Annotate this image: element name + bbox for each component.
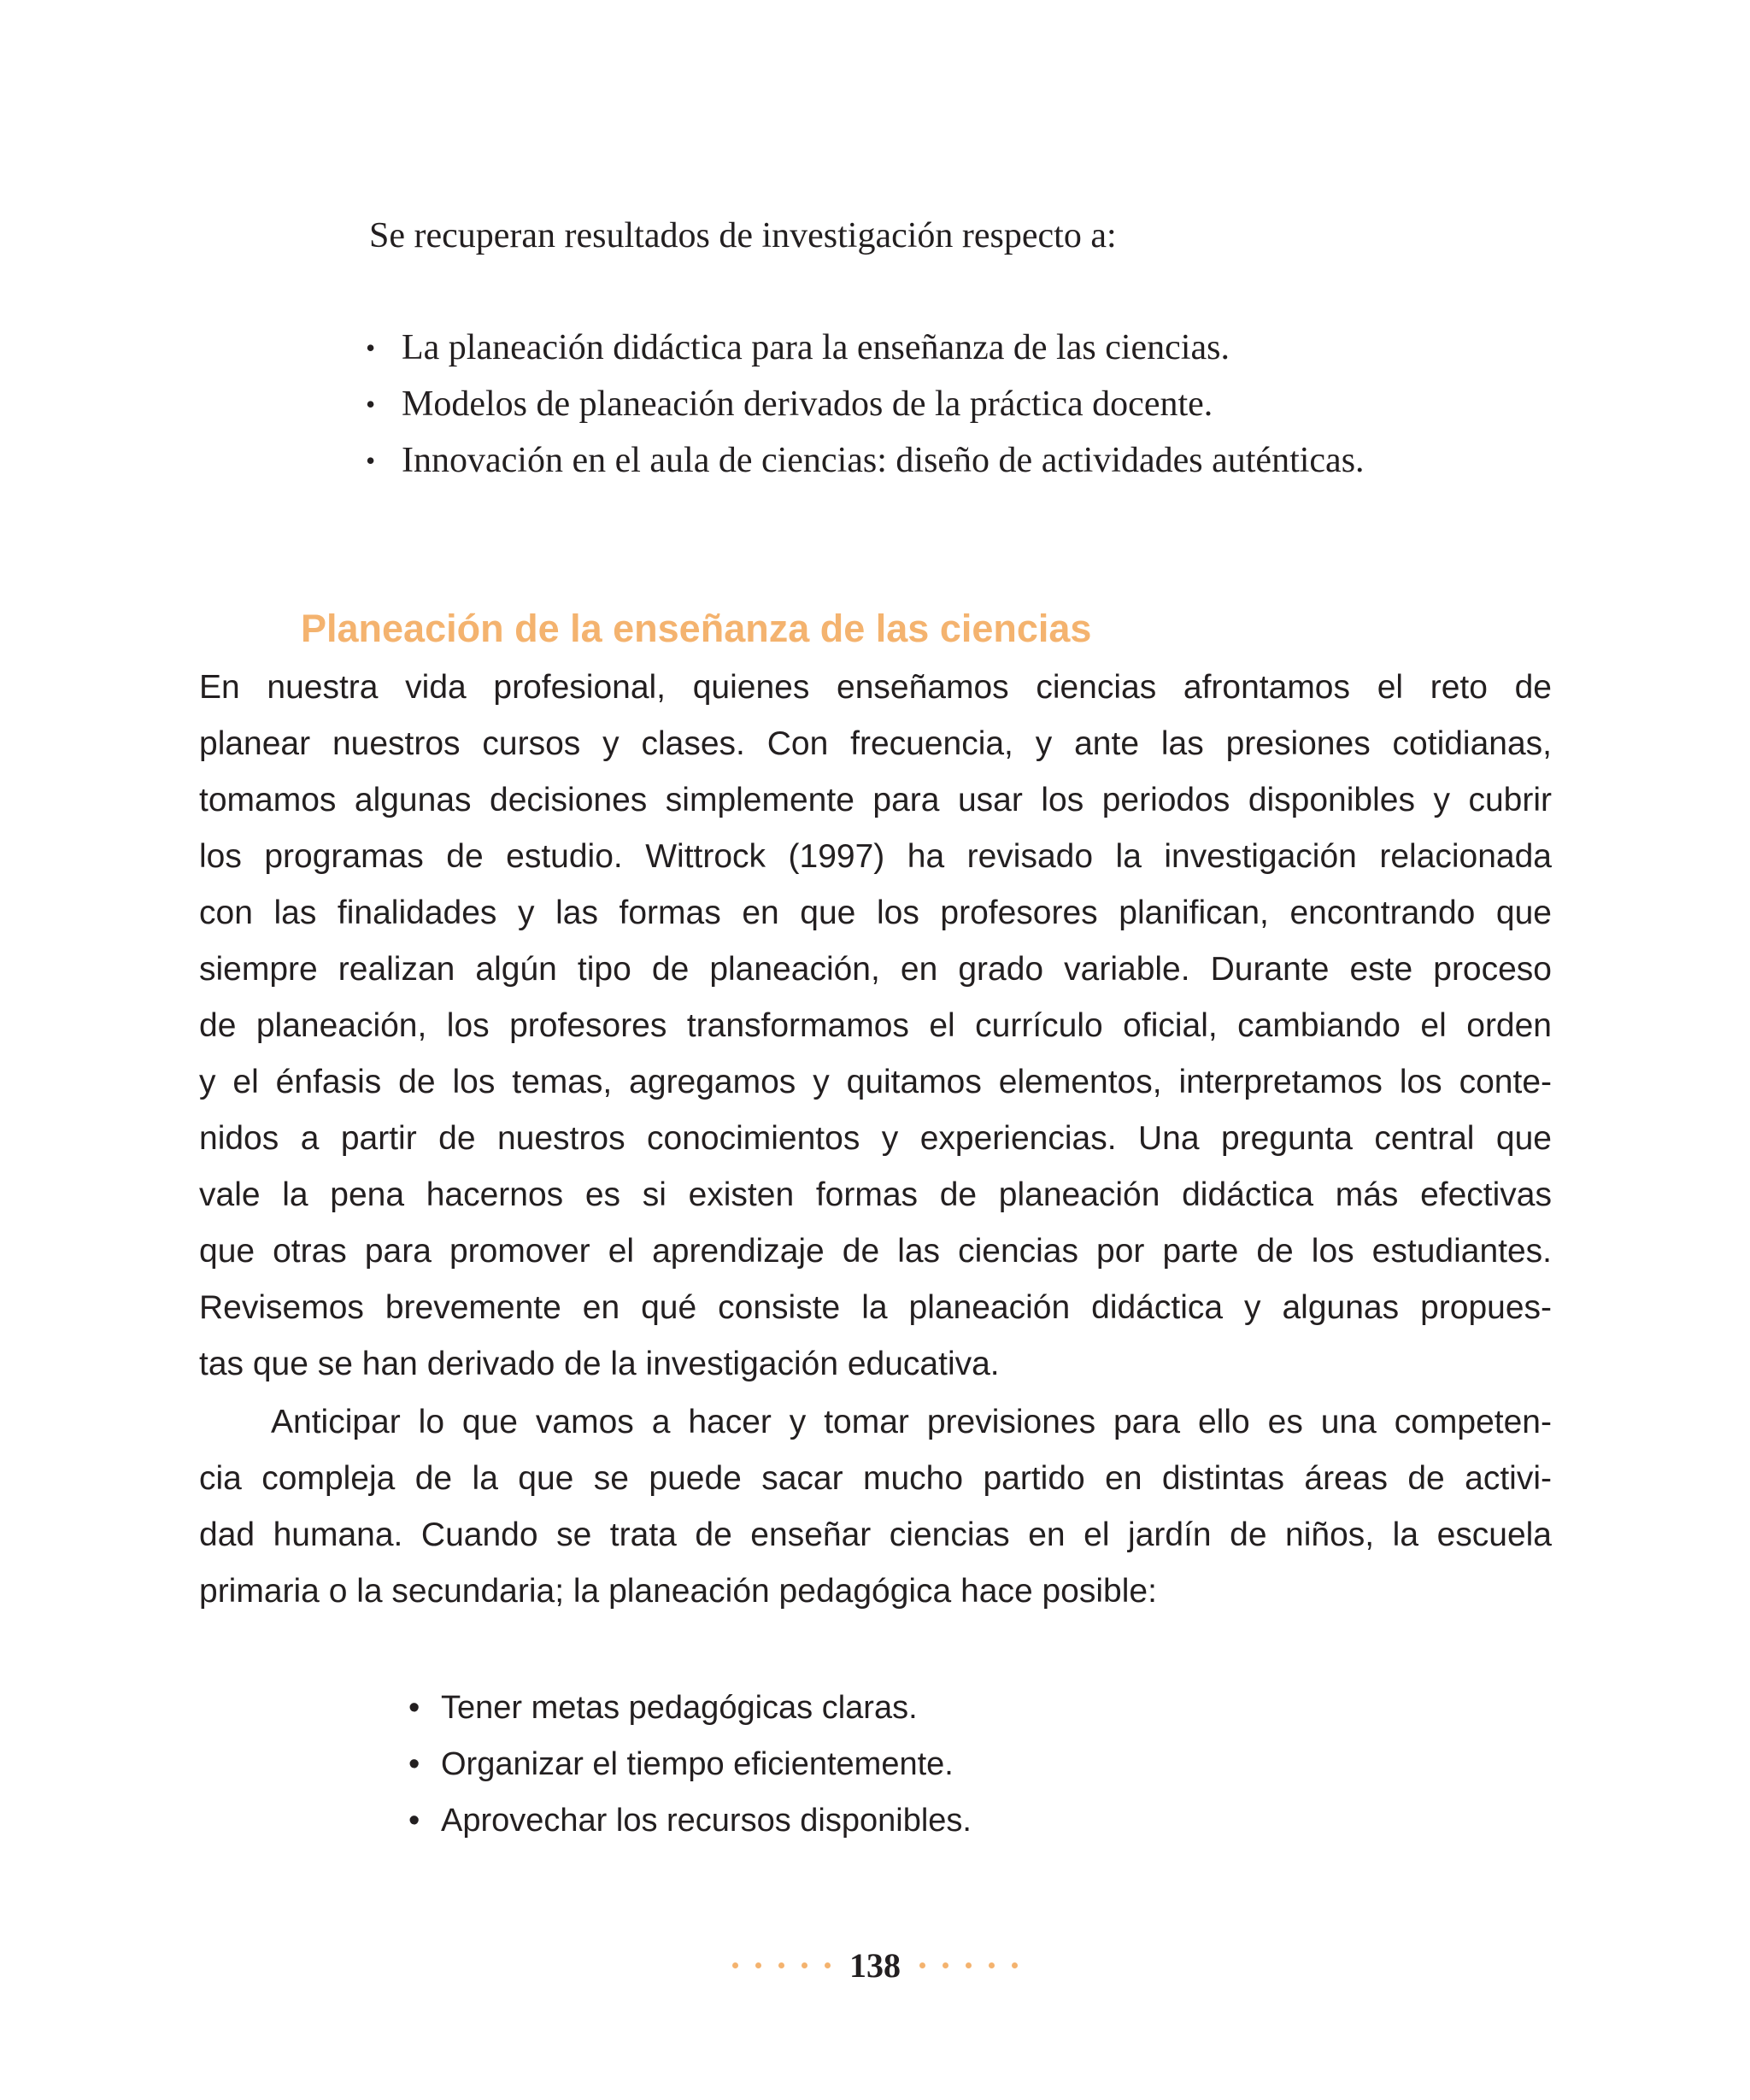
research-topics-list	[357, 320, 1365, 489]
dot-icon	[1012, 1962, 1018, 1968]
page-footer	[0, 1941, 1750, 1989]
paragraph-1	[199, 660, 1552, 1393]
paragraph-2	[199, 1394, 1552, 1620]
text-line: planear nuestros cursos y clases. Con frecuencia, y ante las presiones cotidianas,	[199, 725, 1552, 762]
text-line: En nuestra vida profesional, quienes enseñamos ciencias afrontamos el reto de	[199, 669, 1552, 706]
dot-icon	[943, 1962, 948, 1968]
left-dots-ornament	[732, 1962, 831, 1968]
list-item	[357, 376, 1365, 432]
text-line: vale la pena hacernos es si existen formas de planeación didáctica más efectivas	[199, 1176, 1552, 1213]
dot-icon	[966, 1962, 972, 1968]
text-line: siempre realizan algún tipo de planeación, en grado variable. Durante este proceso	[199, 951, 1552, 988]
text-line: tomamos algunas decisiones simplemente para usar los periodos disponibles y cubrir	[199, 782, 1552, 818]
section-heading: Planeación de la enseñanza de las ciencias	[301, 607, 1092, 650]
text-line: Anticipar lo que vamos a hacer y tomar previsiones para ello es una competen-	[271, 1404, 1552, 1440]
dot-icon	[919, 1962, 925, 1968]
list-item	[408, 1792, 972, 1849]
list-item	[408, 1736, 972, 1792]
right-dots-ornament	[919, 1962, 1018, 1968]
text-line: que otras para promover el aprendizaje de las ciencias por parte de los estudiantes.	[199, 1233, 1552, 1270]
list-item-text: Tener metas pedagógicas claras.	[441, 1690, 918, 1726]
text-line: y el énfasis de los temas, agregamos y quitamos elementos, interpretamos los conte-	[199, 1064, 1552, 1100]
text-line: dad humana. Cuando se trata de enseñar ciencias en el jardín de niños, la escuela	[199, 1516, 1552, 1553]
dot-icon	[989, 1962, 995, 1968]
intro-text: Se recuperan resultados de investigación respecto a:	[369, 216, 1117, 255]
text-line: con las finalidades y las formas en que los profesores planifican, encontrando que	[199, 895, 1552, 931]
text-line: de planeación, los profesores transformamos el currículo oficial, cambiando el orden	[199, 1007, 1552, 1044]
bullet-icon: •	[366, 332, 376, 363]
text-line: tas que se han derivado de la investigación educativa.	[199, 1346, 1000, 1382]
list-item-text: Aprovechar los recursos disponibles.	[441, 1803, 972, 1839]
text-line: primaria o la secundaria; la planeación pedagógica hace posible:	[199, 1573, 1157, 1610]
list-item-text: Organizar el tiempo eficientemente.	[441, 1746, 954, 1782]
text-line: Revisemos brevemente en qué consiste la planeación didáctica y algunas propues-	[199, 1289, 1552, 1326]
text-line: cia compleja de la que se puede sacar mucho partido en distintas áreas de activi-	[199, 1460, 1552, 1497]
list-item	[357, 432, 1365, 489]
list-item-text: La planeación didáctica para la enseñanza de las ciencias.	[402, 328, 1230, 367]
dot-icon	[825, 1962, 831, 1968]
list-item	[357, 320, 1365, 376]
dot-icon	[802, 1962, 807, 1968]
benefits-list	[408, 1680, 972, 1849]
text-line: los programas de estudio. Wittrock (1997) ha revisado la investigación relacionada	[199, 838, 1552, 875]
text-line: nidos a partir de nuestros conocimientos y experiencias. Una pregunta central que	[199, 1120, 1552, 1157]
dot-icon	[778, 1962, 784, 1968]
list-item-text: Modelos de planeación derivados de la práctica docente.	[402, 384, 1213, 424]
page-number: 138	[849, 1945, 901, 1985]
list-item-text: Innovación en el aula de ciencias: diseño de actividades auténticas.	[402, 441, 1365, 480]
list-item	[408, 1680, 972, 1736]
bullet-icon: •	[366, 445, 376, 476]
dot-icon	[732, 1962, 738, 1968]
bullet-icon: •	[408, 1690, 420, 1726]
dot-icon	[755, 1962, 761, 1968]
bullet-icon: •	[408, 1803, 420, 1839]
bullet-icon: •	[408, 1746, 420, 1782]
bullet-icon: •	[366, 389, 376, 419]
